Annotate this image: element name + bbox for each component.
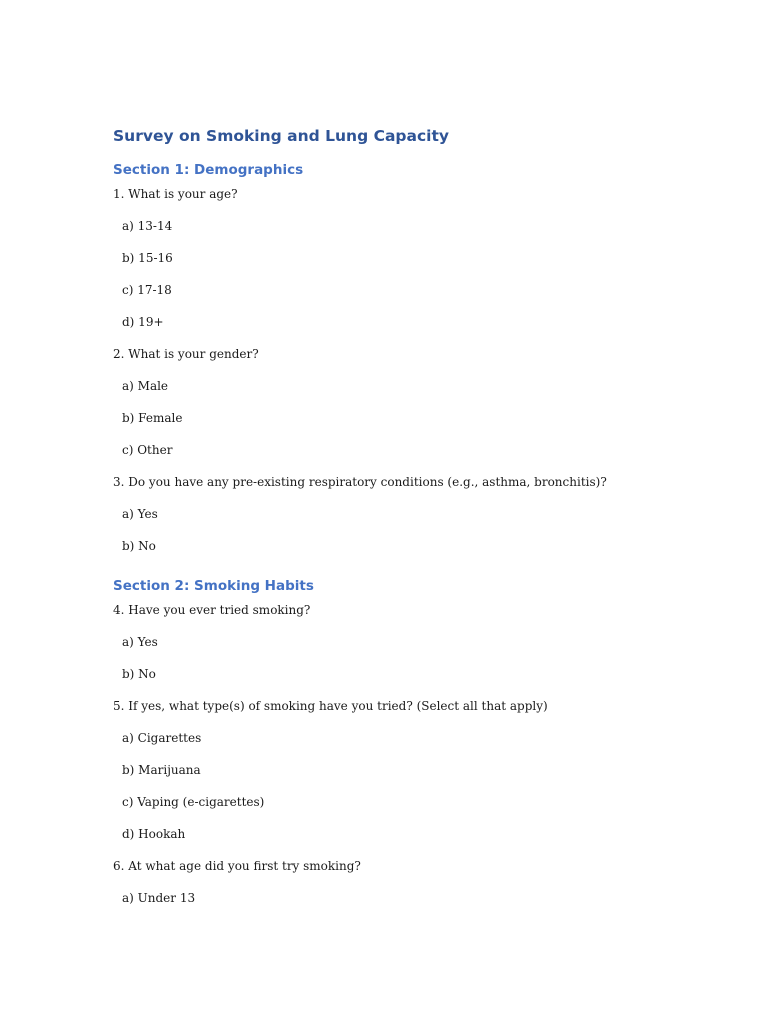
answer-option: b) 15-16 [122,251,173,265]
answer-option: b) No [122,667,156,681]
answer-option: d) 19+ [122,315,164,329]
answer-option: a) 13-14 [122,219,173,233]
survey-question: 4. Have you ever tried smoking? [113,603,311,617]
answer-option: d) Hookah [122,827,186,841]
survey-question: 5. If yes, what type(s) of smoking have you tried? (Select all that apply) [113,699,548,713]
survey-body [113,158,723,918]
answer-option: c) Vaping (e-cigarettes) [122,795,265,809]
survey-question: 2. What is your gender? [113,347,259,361]
section-heading: Section 2: Smoking Habits [113,578,314,594]
answer-option: a) Yes [122,507,158,521]
answer-option: b) Female [122,411,183,425]
answer-option: b) No [122,539,156,553]
answer-option: a) Cigarettes [122,731,202,745]
answer-option: c) 17-18 [122,283,172,297]
answer-option: b) Marijuana [122,763,201,777]
answer-option: a) Male [122,379,169,393]
answer-option: c) Other [122,443,173,457]
section-heading: Section 1: Demographics [113,162,304,178]
survey-question: 1. What is your age? [113,187,238,201]
answer-option: a) Under 13 [122,891,196,905]
survey-question: 3. Do you have any pre-existing respiratory conditions (e.g., asthma, bronchitis)? [113,475,607,489]
document-title: Survey on Smoking and Lung Capacity [113,127,449,145]
survey-question: 6. At what age did you first try smoking? [113,859,361,873]
answer-option: a) Yes [122,635,158,649]
document-page [113,122,723,918]
